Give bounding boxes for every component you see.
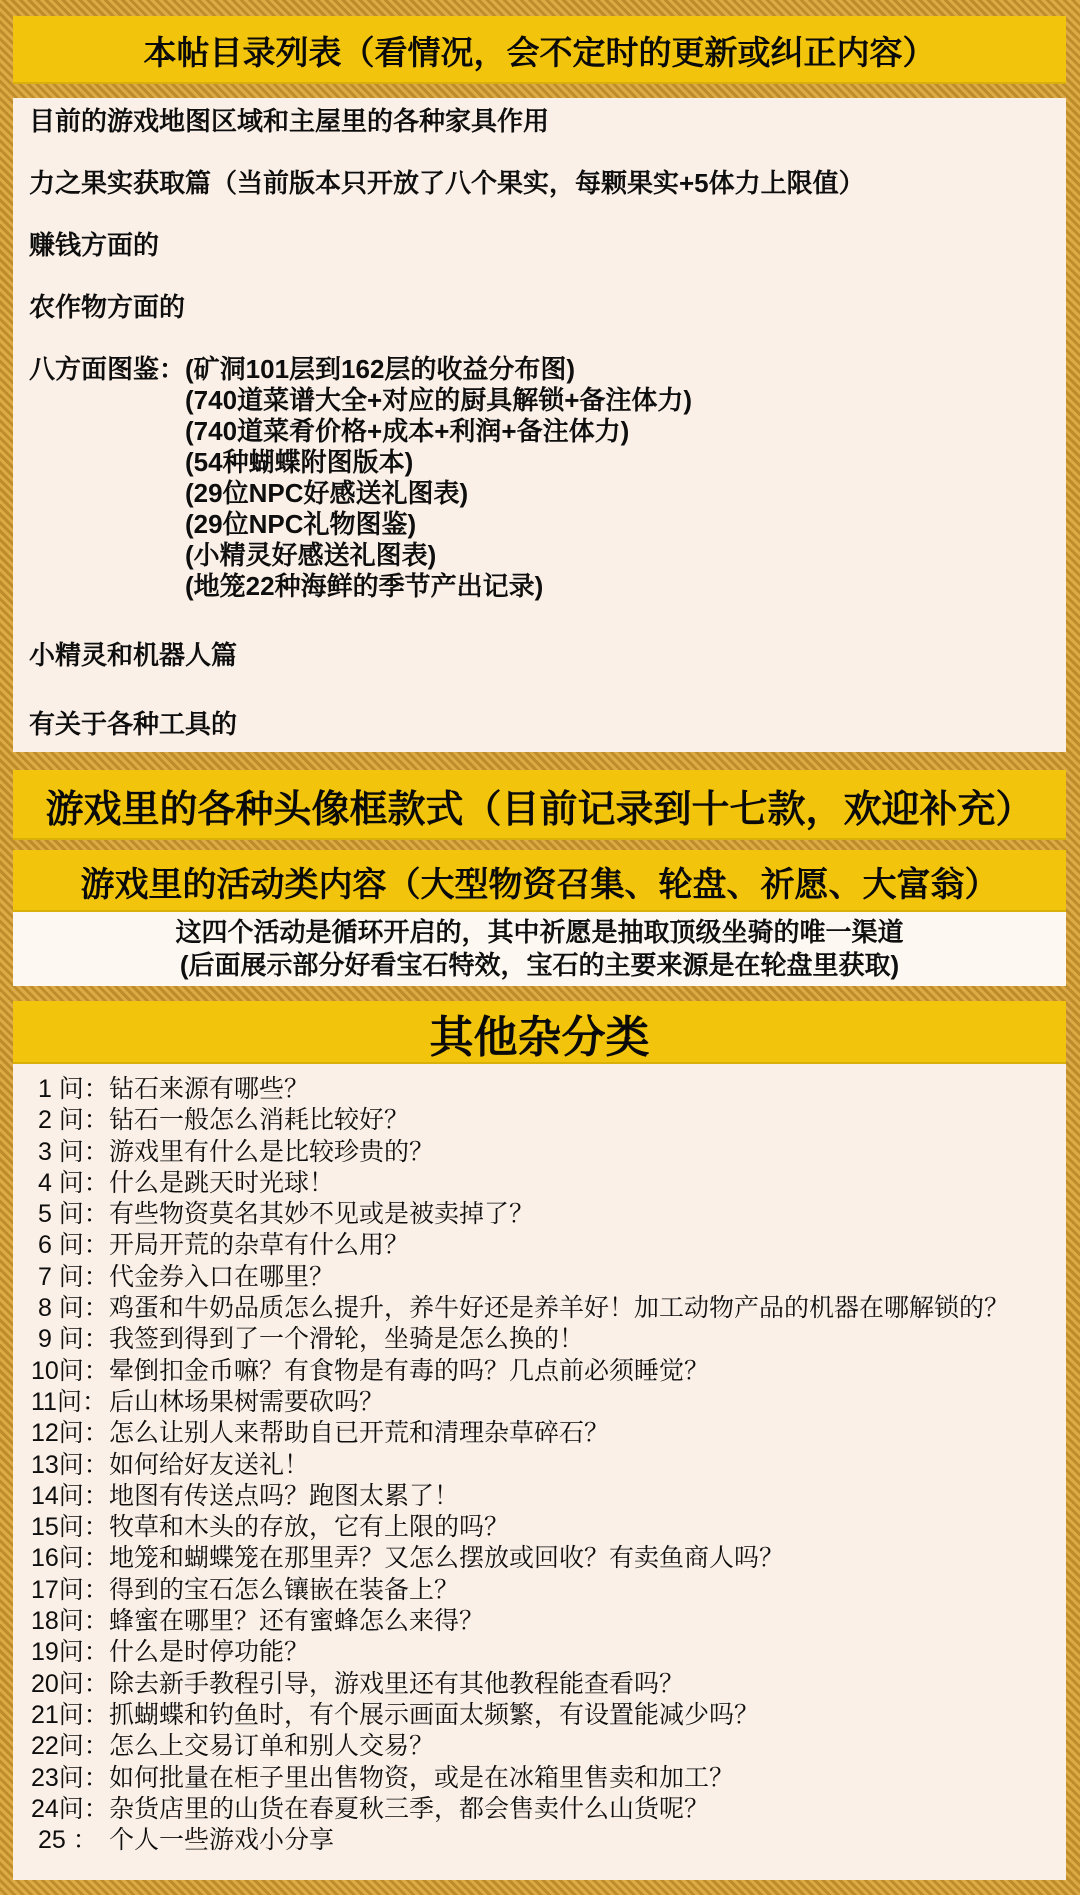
qa-number: 11问： (31, 1387, 107, 1416)
toc-item: (740道菜肴价格+成本+利润+备注体力) (185, 416, 630, 446)
qa-list (13, 1064, 1066, 1880)
toc-item: (小精灵好感送礼图表) (185, 540, 437, 570)
qa-number: 10问： (31, 1356, 109, 1385)
qa-row (31, 1637, 1050, 1668)
qa-number: 17问： (31, 1575, 109, 1604)
qa-question: 地笼和蝴蝶笼在那里弄？又怎么摆放或回收？有卖鱼商人吗？ (109, 1544, 785, 1573)
qa-number: 12问： (31, 1419, 109, 1448)
qa-question: 什么是跳天时光球！ (109, 1168, 335, 1197)
qa-row (31, 1825, 1050, 1856)
qa-row (31, 1168, 1050, 1199)
qa-number: 19问： (31, 1638, 109, 1667)
qa-number: 1 问： (31, 1075, 109, 1103)
qa-question: 如何给好友送礼！ (109, 1450, 310, 1479)
qa-question: 后山林场果树需要砍吗？ (109, 1387, 385, 1416)
qa-question: 除去新手教程引导，游戏里还有其他教程能查看吗？ (109, 1669, 685, 1698)
qa-number: 24问： (31, 1794, 109, 1823)
qa-question: 游戏里有什么是比较珍贵的？ (109, 1137, 435, 1166)
toc-item: 八方面图鉴：(矿洞101层到162层的收益分布图) (29, 354, 576, 384)
qa-question: 得到的宝石怎么镶嵌在装备上？ (109, 1575, 460, 1604)
qa-number: 2 问： (31, 1106, 109, 1135)
qa-row (31, 1356, 1050, 1387)
qa-number: 14问： (31, 1481, 109, 1510)
qa-row (31, 1512, 1050, 1543)
qa-number: 15问： (31, 1513, 109, 1542)
activity-note-panel (13, 912, 1066, 986)
qa-number: 16问： (31, 1544, 109, 1573)
activity-note-line: (后面展示部分好看宝石特效，宝石的主要来源是在轮盘里获取) (179, 950, 900, 980)
activities-title: 游戏里的活动类内容（大型物资召集、轮盘、祈愿、大富翁） (80, 865, 999, 904)
activities-banner (13, 850, 1066, 912)
qa-question: 怎么上交易订单和别人交易？ (109, 1732, 435, 1761)
qa-number: 23问： (31, 1763, 109, 1792)
qa-number: 21问： (31, 1700, 109, 1729)
qa-question: 如何批量在柜子里出售物资，或是在冰箱里售卖和加工？ (109, 1763, 735, 1792)
qa-row (31, 1450, 1050, 1481)
misc-banner (13, 1001, 1066, 1064)
qa-row (31, 1606, 1050, 1637)
toc-item: 有关于各种工具的 (29, 709, 238, 739)
qa-row (31, 1543, 1050, 1574)
qa-row (31, 1387, 1050, 1418)
qa-row (31, 1731, 1050, 1762)
qa-number: 25 ： (31, 1826, 98, 1855)
qa-question: 牧草和木头的存放，它有上限的吗？ (109, 1513, 510, 1542)
qa-number: 20问： (31, 1669, 109, 1698)
qa-question: 地图有传送点吗？跑图太累了！ (109, 1481, 460, 1510)
qa-number: 9 问： (31, 1325, 109, 1354)
qa-number: 22问： (31, 1732, 109, 1761)
qa-row (31, 1481, 1050, 1512)
avatar-frames-title: 游戏里的各种头像框款式（目前记录到十七款，欢迎补充） (45, 788, 1034, 831)
toc-item: 赚钱方面的 (29, 230, 160, 260)
qa-row (31, 1669, 1050, 1700)
qa-number: 18问： (31, 1607, 109, 1636)
qa-question: 杂货店里的山货在春夏秋三季，都会售卖什么山货呢？ (109, 1794, 710, 1823)
qa-number: 7 问： (31, 1262, 109, 1291)
toc-panel (13, 98, 1066, 752)
qa-row (31, 1262, 1050, 1293)
qa-number: 5 问： (31, 1200, 109, 1229)
toc-item: (54种蝴蝶附图版本) (185, 447, 414, 477)
qa-question: 晕倒扣金币嘛？有食物是有毒的吗？几点前必须睡觉？ (109, 1356, 710, 1385)
activity-note-line: 这四个活动是循环开启的，其中祈愿是抽取顶级坐骑的唯一渠道 (175, 917, 904, 947)
qa-question: 鸡蛋和牛奶品质怎么提升，养牛好还是养羊好！加工动物产品的机器在哪解锁的？ (109, 1294, 1010, 1323)
qa-question: 个人一些游戏小分享 (109, 1826, 335, 1855)
qa-row (31, 1199, 1050, 1230)
qa-question: 钻石来源有哪些？ (109, 1075, 310, 1103)
qa-question: 蜂蜜在哪里？还有蜜蜂怎么来得？ (109, 1607, 485, 1636)
qa-question: 有些物资莫名其妙不见或是被卖掉了？ (109, 1200, 535, 1229)
qa-number: 13问： (31, 1450, 109, 1479)
qa-row (31, 1074, 1050, 1105)
qa-row (31, 1137, 1050, 1168)
qa-question: 抓蝴蝶和钓鱼时，有个展示画面太频繁，有设置能减少吗？ (109, 1700, 760, 1729)
qa-question: 怎么让别人来帮助自已开荒和清理杂草碎石？ (109, 1419, 610, 1448)
qa-question: 代金券入口在哪里？ (109, 1262, 335, 1291)
toc-item: (地笼22种海鲜的季节产出记录) (185, 571, 544, 601)
qa-question: 钻石一般怎么消耗比较好？ (109, 1106, 410, 1135)
qa-row (31, 1230, 1050, 1261)
avatar-frames-banner (13, 770, 1066, 840)
toc-item: 小精灵和机器人篇 (29, 640, 238, 670)
qa-number: 8 问： (31, 1294, 109, 1323)
qa-row (31, 1763, 1050, 1794)
toc-item: 农作物方面的 (29, 292, 186, 322)
qa-number: 4 问： (31, 1168, 109, 1197)
qa-row (31, 1105, 1050, 1136)
qa-row (31, 1418, 1050, 1449)
qa-row (31, 1700, 1050, 1731)
toc-title: 本帖目录列表（看情况，会不定时的更新或纠正内容） (143, 33, 936, 71)
qa-question: 我签到得到了一个滑轮，坐骑是怎么换的！ (109, 1325, 585, 1354)
qa-row (31, 1293, 1050, 1324)
misc-title: 其他杂分类 (429, 1012, 650, 1062)
qa-row (31, 1794, 1050, 1825)
qa-row (31, 1324, 1050, 1355)
qa-number: 6 问： (31, 1231, 109, 1260)
qa-question: 开局开荒的杂草有什么用？ (109, 1231, 410, 1260)
toc-item: (29位NPC礼物图鉴) (185, 509, 417, 539)
toc-item: 力之果实获取篇（当前版本只开放了八个果实，每颗果实+5体力上限值） (29, 168, 865, 198)
toc-item: (29位NPC好感送礼图表) (185, 478, 469, 508)
toc-header-banner (13, 16, 1066, 84)
toc-item: 目前的游戏地图区域和主屋里的各种家具作用 (29, 106, 550, 136)
qa-question: 什么是时停功能？ (109, 1638, 310, 1667)
toc-item: (740道菜谱大全+对应的厨具解锁+备注体力) (185, 385, 693, 415)
qa-number: 3 问： (31, 1137, 109, 1166)
qa-row (31, 1575, 1050, 1606)
